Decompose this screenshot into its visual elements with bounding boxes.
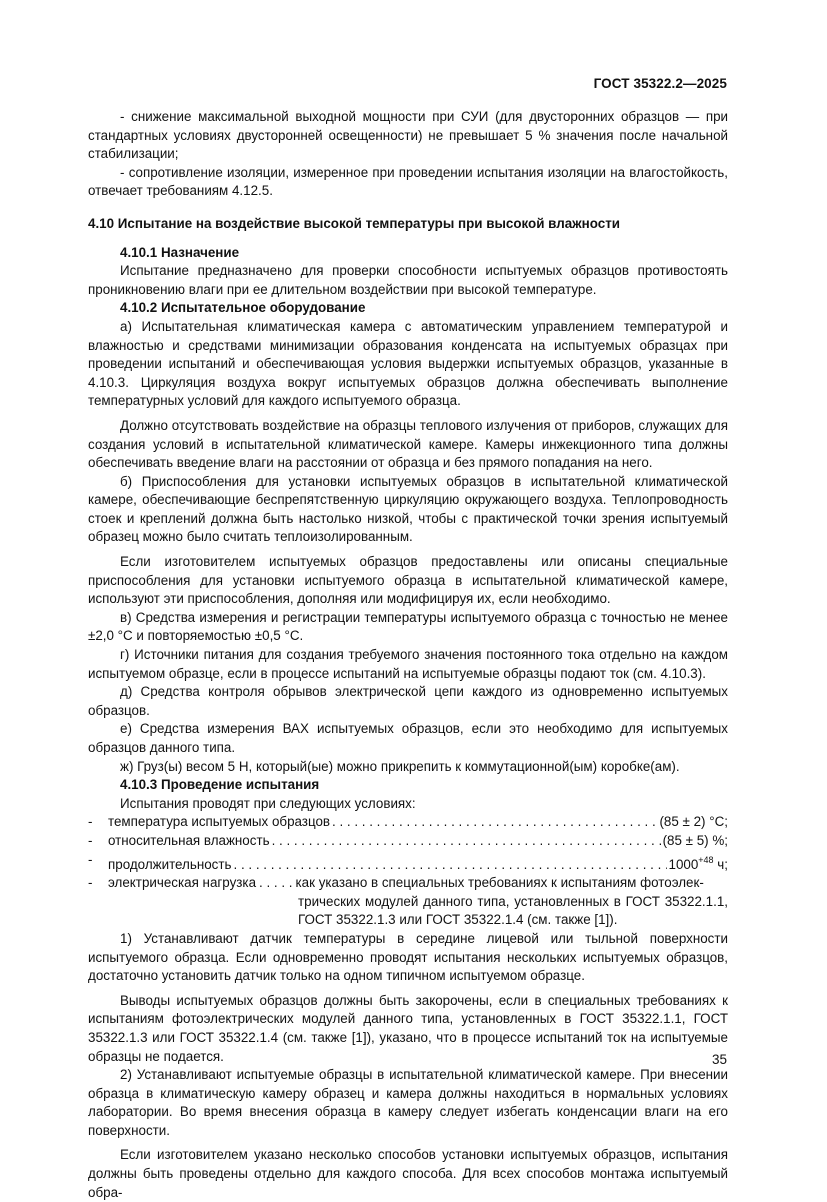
paragraph: Испытание предназначено для проверки способности испытуемых образцов противостоять проникновению влаги при ее длительном воздействии при высокой температуре.: [88, 263, 728, 297]
intro-list-item: - сопротивление изоляции, измеренное при проведении испытания изоляции на влагостойкость, отвечает требованиям 4.12.5.: [88, 164, 728, 199]
section-title: 4.10 Испытание на воздействие высокой температуры при высокой влажности: [88, 215, 621, 231]
intro-list-item: - снижение максимальной выходной мощности при СУИ (для двусторонних образцов — при стандартных условиях двусторонней освещенности) не превышает 5 % значения после начальной стабилизации;: [88, 109, 728, 162]
condition-label: относительная влажность: [108, 832, 270, 848]
subsection-title: 4.10.1 Назначение: [120, 244, 240, 260]
paragraph: г) Источники питания для создания требуемого значения постоянного тока отдельно на каждом испытуемом образце, если в процессе испытаний на испытуемые образцы подают ток (см. 4.10.3).: [88, 647, 728, 681]
subsection-title: 4.10.3 Проведение испытания: [120, 777, 320, 793]
subsection-title: 4.10.2 Испытательное оборудование: [120, 300, 366, 316]
condition-row: - продолжительность . . . $1000^{+48}$ ч;: [88, 851, 728, 875]
paragraph: Испытания проводят при следующих условиях:: [120, 795, 416, 811]
page-body: [88, 108, 728, 1202]
paragraph: в) Средства измерения и регистрации температуры испытуемого образца с точностью не менее ±2,0 °С и повторяемостью ±0,5 °С.: [88, 609, 728, 644]
paragraph: Если изготовителем испытуемых образцов предоставлены или описаны специальные приспособления для установки испытуемого образца в испытательной климатической камере, используют эти приспособления, дополняя или модифицируя их, если необходимо.: [88, 554, 728, 607]
condition-value: (85 ± 2) °С;: [659, 814, 728, 830]
paragraph: 1) Устанавливают датчик температуры в середине лицевой или тыльной поверхности испытуемого образца. Если одновременно проводят испытания нескольких испытуемых образцов, достаточно установить датчик только на одном типичном испытуемом образце.: [88, 930, 728, 984]
condition-value: $1000^{+48}$ ч;: [668, 854, 728, 872]
condition-label: температура испытуемых образцов: [108, 814, 331, 830]
document-header: ГОСТ 35322.2—2025: [593, 76, 727, 91]
paragraph: а) Испытательная климатическая камера с автоматическим управлением температурой и влажностью и средствами минимизации образования конденсата на испытуемых образцах при проведении испытаний и обеспечивающая условия выдержки испытуемых образцов, указанные в 4.10.3. Циркуляция воздуха вокруг испытуемых образцов должна обеспечивать выполнение температурных условий для каждого испытуемого образца.: [88, 318, 728, 409]
condition-value-cont: трических модулей данного типа, установленных в ГОСТ 35322.1.1, ГОСТ 35322.1.3 или ГОСТ 35322.1.4 (см. также [1]).: [298, 893, 728, 928]
condition-row: - электрическая нагрузка . . . . . как указано в специальных требованиях к испытаниям фотоэлек- трических модулей данного типа, установленных в ГОСТ 35322.1.1, ГОСТ 35322.1.3 или ГОСТ 35322.1.4 (см. также [1]).: [88, 874, 728, 930]
paragraph: Если изготовителем указано несколько способов установки испытуемых образцов, испытания должны быть проведены отдельно для каждого способа. Для всех способов монтажа испытуемый обра-: [88, 1147, 728, 1200]
paragraph: б) Приспособления для установки испытуемых образцов в испытательной климатической камере, обеспечивающие беспрепятственную циркуляцию окружающего воздуха. Теплопроводность стоек и креплений должна быть настолько низкой, чтобы с практической точки зрения испытуемый образец можно было считать теплоизолированным.: [88, 473, 728, 545]
paragraph: д) Средства контроля обрывов электрической цепи каждого из одновременно испытуемых образцов.: [88, 684, 728, 718]
paragraph: е) Средства измерения ВАХ испытуемых образцов, если это необходимо для испытуемых образцов данного типа.: [88, 721, 728, 755]
paragraph: ж) Груз(ы) весом 5 Н, который(ые) можно прикрепить к коммутационной(ым) коробке(ам).: [120, 758, 680, 774]
condition-row: - температура испытуемых образцов . . . (85 ± 2) °С;: [88, 813, 728, 832]
paragraph: 2) Устанавливают испытуемые образцы в испытательной климатической камере. При внесении образца в климатическую камеру образец и камера должны находиться в нормальных условиях лаборатории. Во время внесения образца в камеру следует избегать конденсации влаги на его поверхности.: [88, 1067, 728, 1138]
condition-value: (85 ± 5) %;: [662, 832, 728, 848]
paragraph: Должно отсутствовать воздействие на образцы теплового излучения от приборов, служащих для создания условий в испытательной климатической камере. Камеры инжекционного типа должны обеспечивать введение влаги на расстоянии от образца и без прямого попадания на него.: [88, 417, 728, 471]
paragraph: Выводы испытуемых образцов должны быть закорочены, если в специальных требованиях к испытаниям фотоэлектрических модулей данного типа, установленных в ГОСТ 35322.1.1, ГОСТ 35322.1.3 или ГОСТ 35322.1.4 (см. также [1]), указано, что в процессе испытаний ток на испытуемые образцы не подается.: [88, 992, 728, 1064]
page-number: 35: [711, 1052, 727, 1067]
condition-value: как указано в специальных требованиях к испытаниям фотоэлек-: [295, 875, 704, 891]
condition-label: электрическая нагрузка: [108, 875, 257, 891]
condition-label: продолжительность: [108, 856, 232, 872]
condition-row: - относительная влажность . . . (85 ± 5) %;: [88, 832, 728, 851]
